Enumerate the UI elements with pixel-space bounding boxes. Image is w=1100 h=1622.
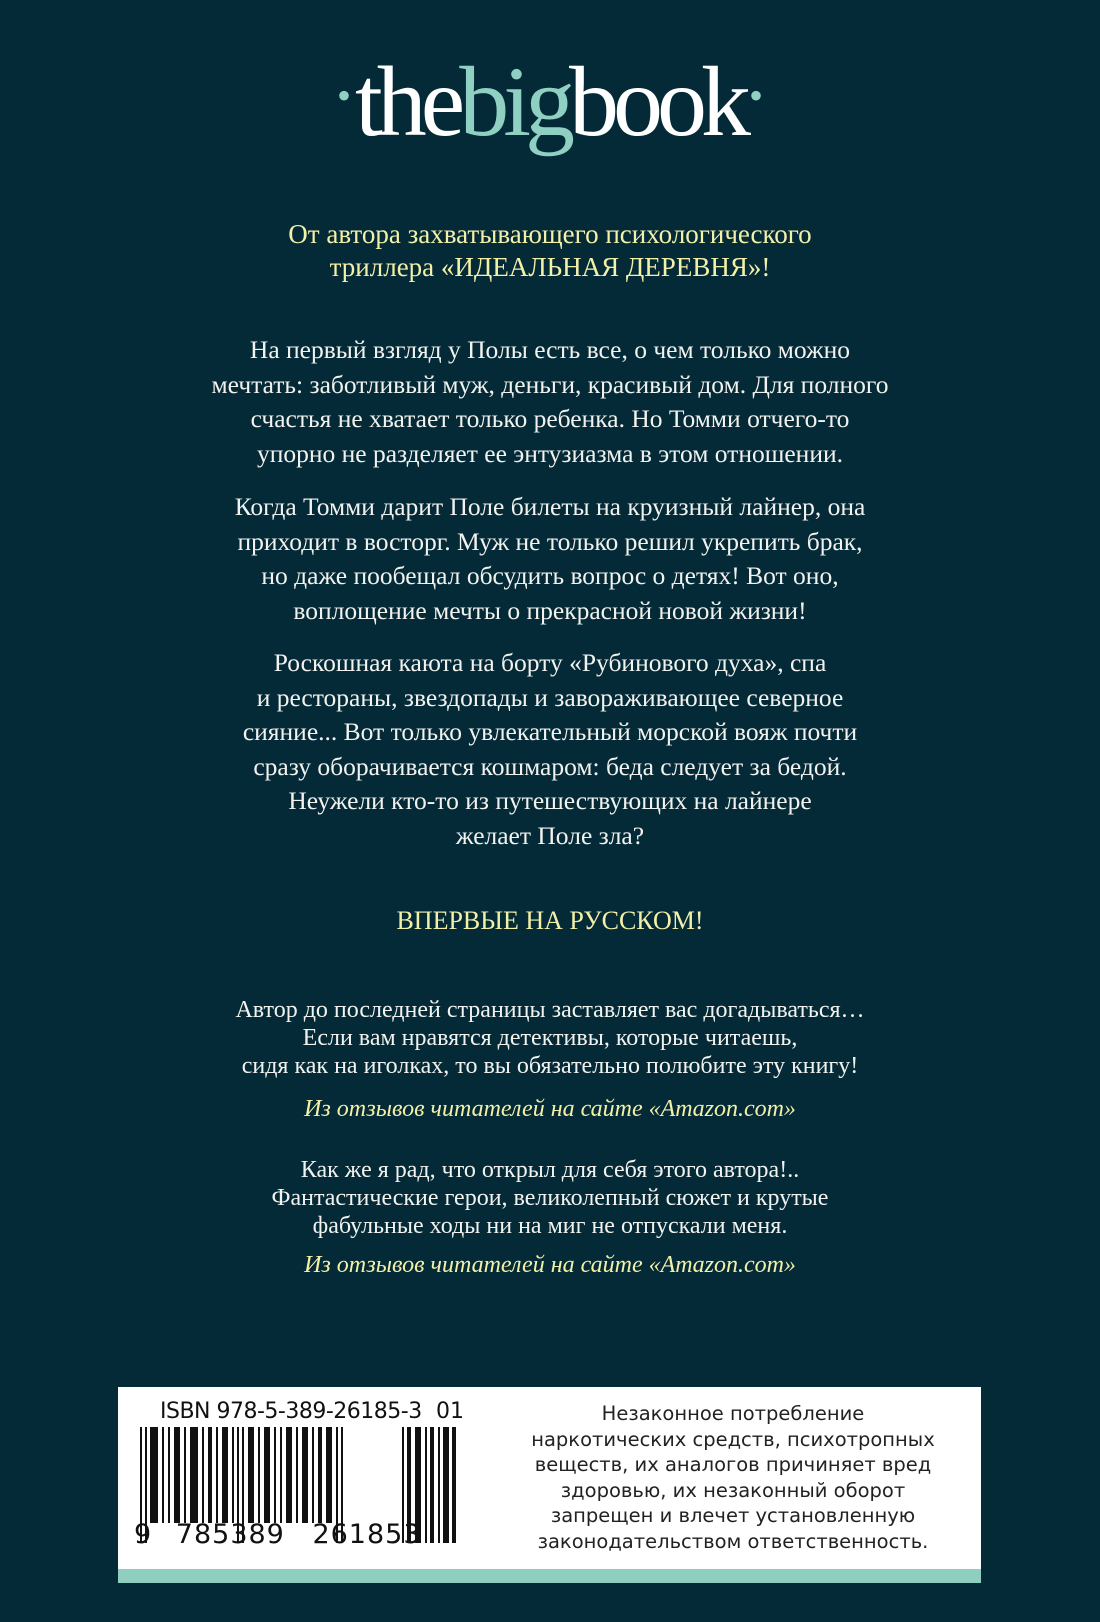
text-line: здоровью, их незаконный оборот [560,1478,906,1502]
description-paragraph-1 [0,333,1100,471]
text-line: законодательством ответственность. [537,1529,929,1553]
text-line: запрещен и влечет установленную [550,1504,916,1527]
barcode-digit-lead: 9 [134,1519,153,1550]
isbn-label: ISBN 978-5-389-26185-3 [160,1399,422,1424]
logo-dot-left-icon: • [337,73,352,118]
text-line: приходит в восторг. Муж не только решил укрепить брак, [237,526,863,556]
review-quote-1 [0,996,1100,1080]
description-paragraph-2 [0,490,1100,628]
text-line: Роскошная каюта на борту «Рубинового духа», спа [273,648,827,677]
first-in-russian-banner: ВПЕРВЫЕ НА РУССКОМ! [396,906,704,935]
isbn-addon-label: 01 [436,1399,464,1424]
text-line: желает Поле зла? [455,820,645,850]
barcode-digits-right: 261853 [312,1519,422,1550]
mint-accent-strip [118,1569,981,1583]
legal-warning [498,1401,968,1554]
description-paragraph-3 [0,646,1100,853]
review-source-2: Из отзывов читателей на сайте «Amazon.com» [304,1252,796,1278]
text-line: мечтать: заботливый муж, деньги, красивый дом. Для полного [211,369,889,399]
text-line: Автор до последней страницы заставляет вас догадываться… [235,997,865,1023]
text-line: сидя как на иголках, то вы обязательно полюбите эту книгу! [241,1053,859,1079]
logo-book: book [568,46,745,157]
logo-the: the [355,46,460,157]
text-line: наркотических средств, психотропных [531,1427,935,1451]
tagline-line: От автора захватывающего психологического [288,219,812,249]
text-line: но даже пообещал обсудить вопрос о детях! Вот оно, [261,561,839,590]
review-source-1: Из отзывов читателей на сайте «Amazon.com» [304,1096,796,1122]
publisher-logo [0,46,1100,157]
barcode-digits [134,1519,422,1550]
text-line: фабульные ходы ни на миг не отпускали меня. [312,1213,788,1239]
text-line: воплощение мечты о прекрасной новой жизни! [293,595,807,625]
review-quote-2 [0,1156,1100,1240]
text-line: Незаконное потребление [601,1402,865,1425]
text-line: упорно не разделяет ее энтузиазма в этом отношении. [256,438,843,468]
text-line: Фантастические герои, великолепный сюжет и крутые [271,1185,829,1211]
text-line: сияние... Вот только увлекательный морской вояж почти [242,717,858,746]
tagline-line: триллера «ИДЕАЛЬНАЯ ДЕРЕВНЯ»! [329,252,771,282]
barcode-digits-left: 785389 [175,1519,285,1550]
text-line: веществ, их аналогов причиняет вред [534,1453,932,1476]
tagline [0,218,1100,284]
text-line: На первый взгляд у Полы есть все, о чем только можно [249,335,851,364]
logo-dot-right-icon: • [748,73,763,118]
text-line: сразу оборачивается кошмаром: беда следует за бедой. [253,751,847,781]
text-line: и рестораны, звездопады и завораживающее северное [256,682,844,712]
text-line: Если вам нравятся детективы, которые читаешь, [302,1025,798,1051]
text-line: Как же я рад, что открыл для себя этого автора!.. [300,1157,800,1183]
text-line: Неужели кто-то из путешествующих на лайнере [288,786,812,815]
barcode-panel [118,1387,981,1583]
logo-big: big [459,46,569,157]
text-line: Когда Томми дарит Поле билеты на круизный лайнер, она [234,492,866,521]
text-line: счастья не хватает только ребенка. Но Томми отчего-то [250,404,850,433]
